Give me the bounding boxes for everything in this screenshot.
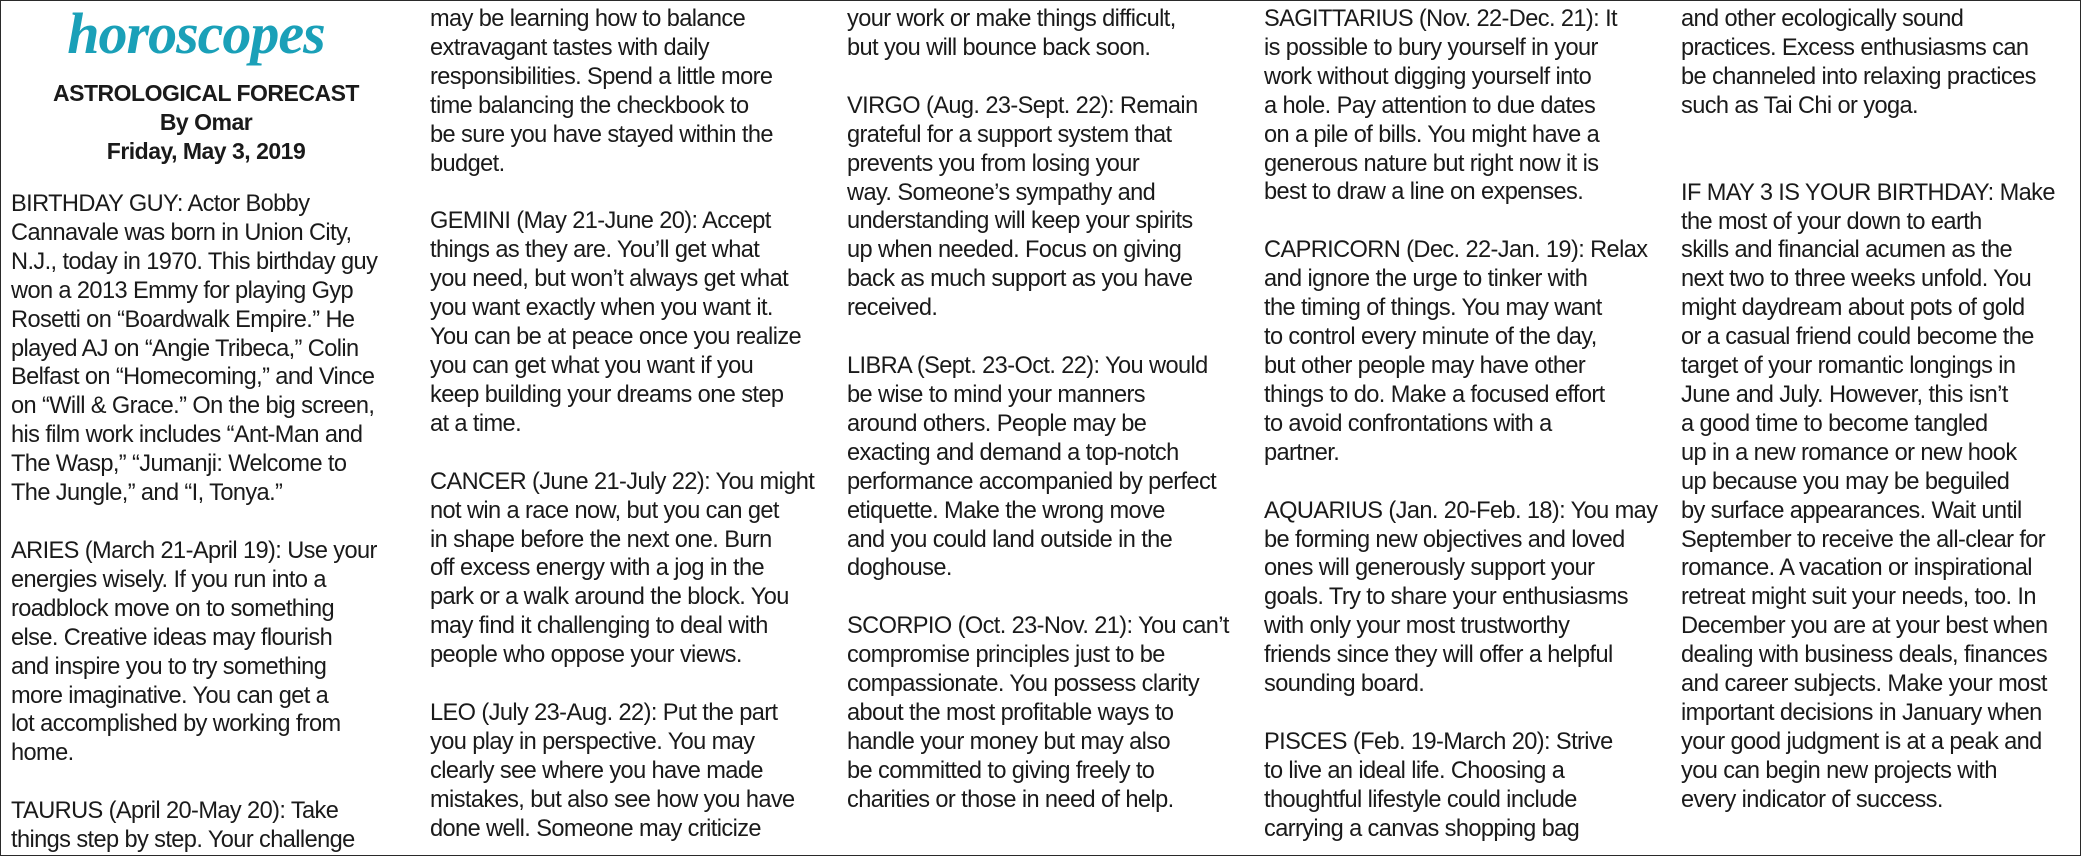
- libra-paragraph: LIBRA (Sept. 23-Oct. 22): You would be wise to mind your manners around others. People may be exacting and demand a top-notch performance accompanied by perfect etiquette. Make the wrong move and you could land outside in the doghouse.: [847, 353, 1217, 582]
- date: Friday, May 3, 2019: [106, 138, 306, 164]
- aquarius-paragraph: AQUARIUS (Jan. 20-Feb. 18): You may be forming new objectives and loved ones will generously support your goals. Try to share your enthusiasms with only your most trustworthy friends since they will offer a helpful sounding board.: [1264, 497, 1658, 698]
- subtitle: ASTROLOGICAL FORECAST: [53, 80, 359, 106]
- column-4: [1264, 5, 1669, 855]
- taurus-paragraph-end: may be learning how to balance extravagant tastes with daily responsibilities. Spend a little more time balancing the checkbook to be sure you have stayed within the budget.: [430, 6, 773, 177]
- leo-paragraph-start: LEO (July 23-Aug. 22): Put the part you play in perspective. You may clearly see where you have made mistakes, but also see how you have done well. Someone may criticize: [430, 700, 795, 842]
- virgo-paragraph: VIRGO (Aug. 23-Sept. 22): Remain grateful for a support system that prevents you from losing your way. Someone’s sympathy and understanding will keep your spirits up when needed. Focus on giving back as much support as you have received.: [847, 92, 1198, 322]
- column-3: [847, 5, 1252, 855]
- column-2: [430, 5, 835, 855]
- byline: By Omar: [159, 109, 253, 135]
- sagittarius-paragraph: SAGITTARIUS (Nov. 22-Dec. 21): It is possible to bury yourself in your work without digging yourself into a hole. Pay attention to due dates on a pile of bills. You might have a generous nature but right now it is best to draw a line on expenses.: [1264, 6, 1617, 206]
- aries-paragraph: ARIES (March 21-April 19): Use your energies wisely. If you run into a roadblock move on to something else. Creative ideas may flourish and inspire you to try something more imaginative. You can get a lot accomplished by working from home.: [11, 537, 377, 767]
- capricorn-paragraph: CAPRICORN (Dec. 22-Jan. 19): Relax and ignore the urge to tinker with the timing of things. You may want to control every minute of the day, but other people may have other things to do. Make a focused effort to avoid confrontations with a partner.: [1264, 237, 1648, 466]
- birthday-guy-paragraph: BIRTHDAY GUY: Actor Bobby Cannavale was born in Union City, N.J., today in 1970. This birthday guy won a 2013 Emmy for playing Gyp Rosetti on “Boardwalk Empire.” He played AJ on “Angie Tribeca,” Colin Belfast on “Homecoming,” and Vince on “Will & Grace.” On the big screen, his film work includes “Ant-Man and The Wasp,” “Jumanji: Welcome to The Jungle,” and “I, Tonya.”: [11, 191, 378, 507]
- pisces-paragraph-start: PISCES (Feb. 19-March 20): Strive to live an ideal life. Choosing a thoughtful lifestyle could include carrying a canvas shopping bag: [1264, 728, 1613, 842]
- taurus-paragraph-start: TAURUS (April 20-May 20): Take things step by step. Your challenge: [11, 798, 355, 854]
- page-title: horoscopes: [67, 1, 325, 66]
- birthday-forecast-paragraph: IF MAY 3 IS YOUR BIRTHDAY: Make the most of your down to earth skills and financial acumen as the next two to three weeks unfold. You might daydream about pots of gold or a casual friend could become the target of your romantic longings in June and July. However, this isn’t a good time to become tangled up in a new romance or new hook up because you may be beguiled by surface appearances. Wait until September to receive the all-clear for romance. A vacation or inspirational retreat might suit your needs, too. In December you are at your best when dealing with business deals, finances and career subjects. Make your most important decisions in January when your good judgment is at a peak and you can begin new projects with every indicator of success.: [1681, 179, 2055, 813]
- gemini-paragraph: GEMINI (May 21-June 20): Accept things as they are. You’ll get what you need, but won’t always get what you want exactly when you want it. You can be at peace once you realize you can get what you want if you keep building your dreams one step at a time.: [430, 208, 802, 437]
- column-5: [1681, 5, 2081, 855]
- scorpio-paragraph: SCORPIO (Oct. 23-Nov. 21): You can’t compromise principles just to be compassionate. You possess clarity about the most profitable ways to handle your money but may also be committed to giving freely to charities or those in need of help.: [847, 613, 1229, 813]
- leo-paragraph-end: your work or make things difficult, but you will bounce back soon.: [847, 6, 1176, 61]
- header-block: [11, 1, 401, 166]
- cancer-paragraph: CANCER (June 21-July 22): You might not win a race now, but you can get in shape before the next one. Burn off excess energy with a jog in the park or a walk around the block. You may find it challenging to deal with people who oppose your views.: [430, 468, 815, 669]
- column-1: [11, 1, 416, 855]
- pisces-paragraph-end: and other ecologically sound practices. Excess enthusiasms can be channeled into relaxing practices such as Tai Chi or yoga.: [1681, 6, 2036, 119]
